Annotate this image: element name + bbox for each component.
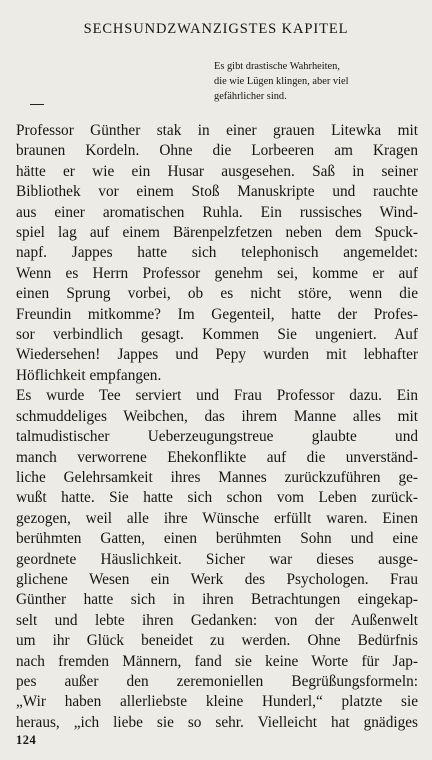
body-line: Wiedersehen! Jappes und Pepy wurden mit lebhafter [16,346,418,364]
body-line: spiel lag auf einem Bärenpelzfetzen neben dem Spuck- [16,224,418,242]
body-line: Höflichkeit empfangen. [16,366,162,384]
body-line: berühmten Gatten, einen berühmten Sohn und eine [16,530,418,548]
body-line: braunen Kordeln. Ohne die Lorbeeren am Kragen [16,142,418,160]
body-line: Wenn es Herrn Professor genehm sei, komme er auf [16,264,418,282]
body-line: glichene Wesen ein Werk des Psychologen. Frau [16,570,418,588]
body-line: einen Sprung vorbei, ob es nicht störe, wenn die [16,285,418,303]
body-line: Professor Günther stak in einer grauen Litewka mit [16,122,418,139]
body-line: hätte er wie ein Husar ausgesehen. Saß in seiner [16,162,418,180]
body-line: selt und lebte ihren Gedanken: von der Außenwelt [16,611,418,629]
body-line: napf. Jappes hatte sich telephonisch angemeldet: [16,244,418,262]
epigraph-line: gefährlicher sind. [214,91,287,102]
body-line: sor verbindlich gesagt. Kommen Sie ungeniert. Auf [16,326,418,344]
body-line: pes außer den zeremoniellen Begrüßungsformeln: [16,672,418,690]
body-line: gezogen, weil alle ihre Wünsche erfüllt waren. Einen [16,509,418,527]
body-line: nach fremden Männern, fand sie keine Worte für Jap- [16,652,418,670]
body-line: heraus, „ich liebe sie so sehr. Vielleicht hat gnädiges [16,713,418,731]
body-line: manch verworrene Ehekonflikte auf die unverständ- [16,448,418,466]
body-line: aus einer aromatischen Ruhla. Ein russisches Wind- [16,203,418,221]
body-line: um ihr Glück beneidet zu werden. Ohne Bedürfnis [16,632,418,650]
body-line: talmudistischer Ueberzeugungstreue glaubte und [16,428,418,446]
body-line: wußt hatte. Sie hatte sich schon vom Leben zurück- [16,489,418,507]
epigraph [214,59,414,104]
body-text [16,121,418,733]
epigraph-line: die wie Lügen klingen, aber viel [214,76,349,87]
separator-rule [30,104,44,105]
body-line: Günther hatte sich in ihren Betrachtungen eingekap- [16,591,418,609]
body-line: geordnete Häuslichkeit. Sicher war dieses ausge- [16,550,418,568]
page-number: 124 [16,733,37,747]
body-line: Bibliothek vor einem Stoß Manuskripte und rauchte [16,183,418,201]
body-line: Es wurde Tee serviert und Frau Professor dazu. Ein [16,387,418,405]
body-line: Freundin mitkomme? Im Gegenteil, hatte der Profes- [16,305,418,323]
body-line: schmuddeliges Weibchen, das ihrem Manne alles mit [16,407,418,425]
chapter-heading: SECHSUNDZWANZIGSTES KAPITEL [83,21,349,37]
epigraph-line: Es gibt drastische Wahrheiten, [214,61,340,72]
body-line: „Wir haben allerliebste kleine Hunderl,“ platzte sie [16,693,418,711]
body-line: liche Gelehrsamkeit ihres Mannes zurückzuführen ge- [16,468,418,486]
